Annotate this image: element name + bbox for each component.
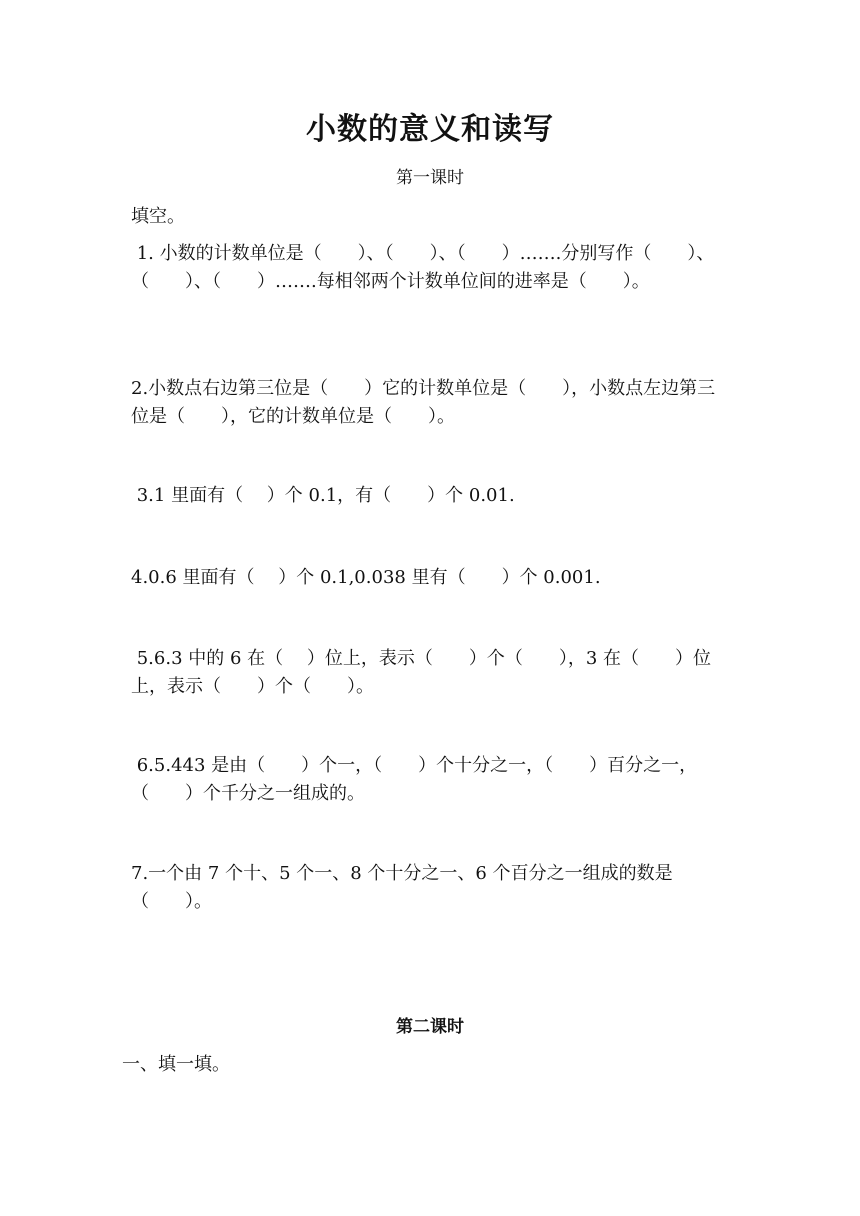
question-6: 6.5.443 是由（ ）个一，（ ）个十分之一，（ ）百分之一，（ ）个千分之一组成的。 — [131, 755, 698, 804]
question-7: 7.一个由 7 个十、5 个一、8 个十分之一、6 个百分之一组成的数是（ ）。 — [131, 863, 673, 912]
page-title: 小数的意义和读写 — [306, 112, 554, 147]
question-3: 3.1 里面有（ ）个 0.1，有（ ）个 0.01. — [131, 485, 515, 506]
question-5: 5.6.3 中的 6 在（ ）位上，表示（ ）个（ ），3 在（ ）位上，表示（ ）个（ ）。 — [131, 648, 712, 697]
lesson1-heading: 第一课时 — [396, 168, 464, 188]
lesson2-section-label: 一、填一填。 — [122, 1054, 230, 1075]
question-2: 2.小数点右边第三位是（ ）它的计数单位是（ ），小数点左边第三位是（ ），它的计数单位是（ ）。 — [131, 378, 716, 427]
question-4: 4.0.6 里面有（ ）个 0.1,0.038 里有（ ）个 0.001. — [131, 567, 601, 588]
question-1: 1. 小数的计数单位是（ ）、（ ）、（ ）…….分别写作（ ）、（ ）、（ ）…….每相邻两个计数单位间的进率是（ ）。 — [131, 243, 715, 292]
lesson1-section-label: 填空。 — [131, 206, 185, 227]
lesson2-heading: 第二课时 — [396, 1017, 464, 1037]
